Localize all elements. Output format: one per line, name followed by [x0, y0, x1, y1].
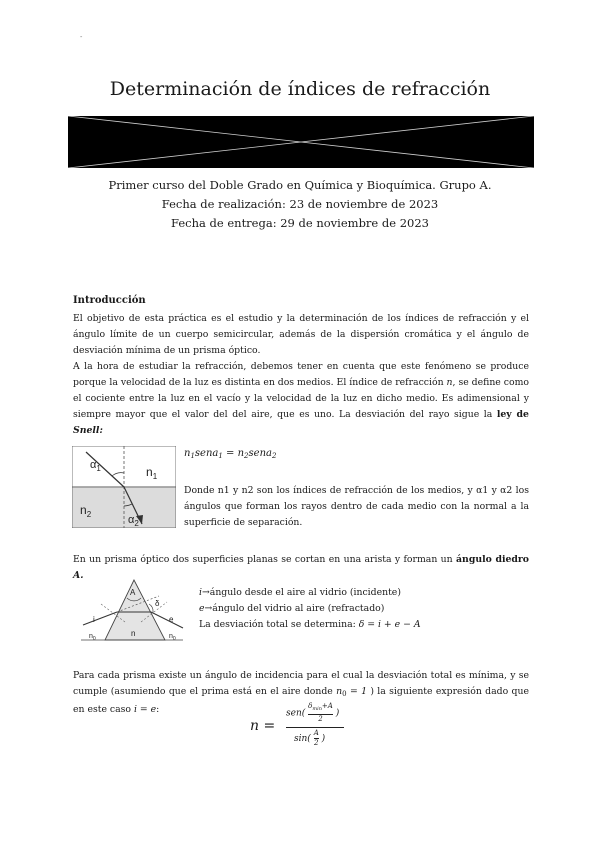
index-formula-denominator: sin( $\frac{A}{2}$ )	[294, 729, 326, 747]
svg-text:n: n	[131, 629, 136, 638]
minimum-deviation-paragraph: Para cada prisma existe un ángulo de incidencia para el cual la desviación total es mínima, y se cumple (asumiendo que el prima está en el aire donde $n_0 = 1$ ) la siguiente expresión dado que en este caso i = e:	[73, 670, 529, 715]
prism-paragraph: En un prisma óptico dos superficies planas se cortan en una arista y forman un ángulo diedro A.	[73, 554, 529, 581]
refraction-paragraph: A la hora de estudiar la refracción, debemos tener en cuenta que este fenómeno se produce porque la velocidad de la luz es distinta en dos medios. El índice de refracción n, se define como el cociente entre la luz en el vacío y la velocidad de la luz en dicho medio. Es adimensional y siempre mayor que el valor del del aire, que es uno. La desviación del rayo sigue la ley de Snell:	[73, 361, 529, 436]
svg-text:A: A	[130, 588, 136, 597]
svg-text:δ: δ	[155, 599, 160, 608]
svg-text:n0: $n_0$	[169, 633, 176, 642]
section-heading: Introducción	[73, 295, 146, 306]
snell-diagram	[72, 446, 176, 528]
snell-description: Donde n1 y n2 son los índices de refracción de los medios, y α1 y α2 los ángulos que forman los rayos dentro de cada medio con la normal a la superficie de separación.	[184, 485, 529, 528]
date-due-line: Fecha de entrega: 29 de noviembre de 2023	[171, 216, 429, 230]
corner-mark: -	[80, 33, 83, 41]
index-formula-lhs: n =	[250, 718, 276, 734]
document-title: Determinación de índices de refracción	[109, 78, 491, 100]
index-formula-numerator: sen( $\delta_{min}+A$ 2 )	[286, 702, 340, 723]
svg-text:n1: $n_1$	[146, 465, 158, 481]
refracted-angle-def: e→ángulo del vidrio al aire (refractado)	[199, 603, 385, 614]
svg-text:n0: $n_0$	[89, 633, 96, 642]
total-deviation-def: La desviación total se determina: δ = i + e − A	[199, 619, 421, 630]
course-line: Primer curso del Doble Grado en Química y Bioquímica. Grupo A.	[108, 178, 492, 192]
svg-text:α2: $\alpha_2$	[128, 514, 139, 528]
svg-text:e: e	[169, 615, 174, 624]
header-image-placeholder	[68, 116, 534, 168]
intro-paragraph: El objetivo de esta práctica es el estudio y la determinación de los índices de refracción y el ángulo límite de un cuerpo semicircular, además de la dispersión cromática y el ángulo de desviación mínima de un prisma óptico.	[73, 313, 529, 356]
svg-text:α1: $\alpha_1$	[90, 459, 101, 473]
prism-diagram	[79, 576, 185, 644]
svg-text:n2: $n_2$	[80, 503, 92, 519]
date-done-line: Fecha de realización: 23 de noviembre de 2023	[161, 197, 439, 211]
snell-formula: $n_1sena_1$ = $n_2sena_2$	[184, 448, 277, 460]
index-formula-bar	[286, 727, 344, 728]
incident-angle-def: i→ángulo desde el aire al vidrio (incidente)	[199, 587, 401, 598]
svg-text:i: i	[93, 615, 95, 624]
